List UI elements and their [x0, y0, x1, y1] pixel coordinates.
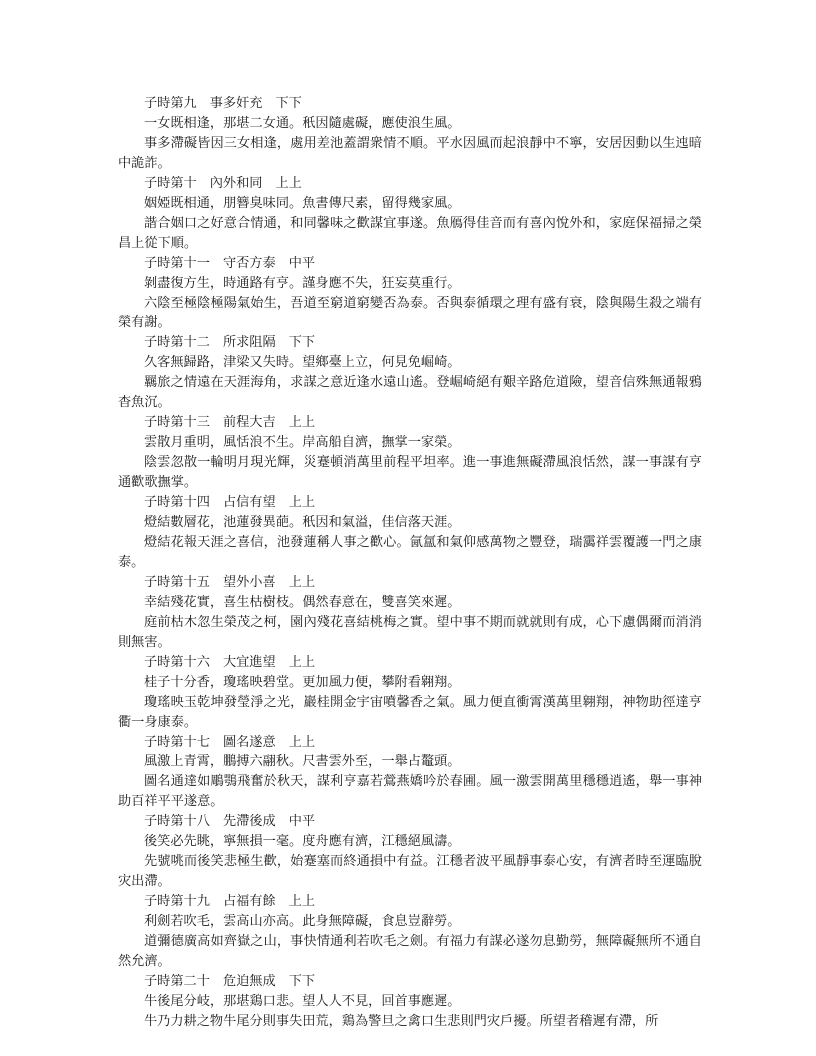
document-page	[118, 94, 702, 1032]
entry-rank: 下下	[288, 335, 316, 351]
entry-title: 事多奸充	[209, 96, 263, 111]
entry-title: 占福有餘	[222, 894, 276, 910]
entry-title: 危迫無成	[222, 973, 276, 989]
entry-commentary: 陰雲忽散一輪明月現光輝，災蹇頓消萬里前程平坦率。進一事進無礙滯風浪恬然，謀一事謀有亨通歡歌撫掌。	[118, 455, 702, 491]
entry-heading	[118, 333, 702, 353]
entry-verse: 雲散月重明，風恬浪不生。岸高船自濟，撫掌一家榮。	[144, 435, 461, 451]
entry-number: 子時第十五	[144, 574, 210, 590]
entry-commentary: 圖名通達如鵰鶚飛奮於秋天，謀利亨嘉若鶯燕嬌吟於春圃。風一激雲開萬里穩穩逍遙，舉一事神助百祥平平遂意。	[118, 774, 702, 810]
entry	[118, 493, 702, 573]
entry-heading	[118, 892, 702, 912]
entry-heading	[118, 254, 702, 274]
entry-rank: 上上	[288, 495, 316, 511]
entry-number: 子時第十六	[144, 654, 210, 670]
entry-rank: 下下	[275, 96, 302, 111]
entry-verse: 桂子十分香，瓊瑤映碧堂。更加風力便，攀附看翱翔。	[144, 674, 461, 690]
entry-rank: 上上	[288, 654, 316, 670]
entry-title: 守否方泰	[222, 255, 276, 271]
entry-title: 先滯後成	[222, 814, 276, 830]
entry-verse: 牛後尾分岐，那堪鶏口悲。望人人不見，回首事應遲。	[144, 993, 461, 1009]
entry-commentary: 事多滯礙皆因三女相逢，處用差池蓋謂衆情不順。平水因風而起浪靜中不寧，安居因動以生迍暗中詭詐。	[118, 135, 702, 171]
entry-commentary: 羈旅之情遠在天涯海角，求謀之意近逢水遠山遙。登崛崎絕有艱辛路危道險，望音信殊無通報鴉杳魚沉。	[118, 375, 702, 411]
entry-heading	[118, 174, 702, 194]
entry-number: 子時第十七	[144, 734, 210, 750]
entry-title: 內外和同	[209, 175, 263, 191]
entry-heading	[118, 653, 702, 673]
entry-heading	[118, 493, 702, 513]
entry-number: 子時第十	[144, 175, 197, 191]
entry-rank: 中平	[288, 255, 316, 271]
entry-number: 子時第十一	[144, 255, 210, 271]
entry-commentary: 諧合姻口之好意合情通，和同馨味之歡謀宜事遂。魚鴈得佳音而有喜內悅外和，家庭保福掃之榮昌上從下順。	[118, 215, 702, 251]
entry	[118, 972, 702, 1032]
entry-verse: 利劍若吹毛，雲高山亦高。此身無障礙，食息豈辭勞。	[144, 914, 461, 930]
entry-verse: 久客無歸路，津梁又失時。望鄉臺上立，何見免崛崎。	[144, 355, 461, 371]
entry-verse: 剝盡復方生，時通路有亨。謹身應不失，狂妄莫重行。	[144, 275, 461, 291]
entry-number: 子時第二十	[144, 973, 210, 989]
entry	[118, 94, 702, 174]
entry-title: 前程大吉	[222, 415, 276, 431]
entry-commentary: 牛乃力耕之物牛尾分則事失田荒，鶏為警旦之禽口生悲則門灾戶擾。所望者稽遲有滯，所	[144, 1013, 659, 1029]
entry-rank: 中平	[288, 814, 316, 830]
entry-title: 大宜進望	[222, 654, 276, 670]
entry-rank: 下下	[288, 973, 316, 989]
entry-commentary: 庭前枯木忽生榮茂之柯，園內殘花喜結桃梅之實。望中事不期而就就則有成，心下慮偶爾而消消則無害。	[118, 614, 702, 650]
entry	[118, 812, 702, 892]
entry-rank: 上上	[275, 175, 302, 191]
entry-commentary: 六陰至極陰極陽氣始生，吾道至窮道窮變否為泰。否與泰循環之理有盛有衰，陰與陽生殺之端有榮有謝。	[118, 295, 702, 331]
entry-commentary: 瓊瑤映玉乾坤發瑩淨之光，巖桂開金宇宙噴馨香之氣。風力便直衝霄漢萬里翱翔，神物助徑達亨衢一身康泰。	[118, 694, 702, 730]
entry-number: 子時第十二	[144, 335, 210, 351]
entry-heading	[118, 94, 702, 114]
entry	[118, 333, 702, 413]
entry-number: 子時第十四	[144, 495, 210, 511]
entry-title: 占信有望	[222, 495, 276, 511]
entry-title: 所求阻隔	[222, 335, 276, 351]
entry-verse: 風激上青霄，鵬搏六翮秋。尺書雲外至，一舉占鼇頭。	[144, 754, 461, 770]
entry-title: 圖名遂意	[222, 734, 276, 750]
entry-verse: 幸結殘花實，喜生枯樹枝。偶然春意在，雙喜笑來遲。	[144, 594, 461, 610]
entry-verse: 後笑必先眺，寧無損一毫。度舟應有濟，江穩絕風濤。	[144, 834, 461, 850]
entry-title: 望外小喜	[222, 574, 276, 590]
entry-verse: 一女既相逢，那堪二女通。秖因隨處礙，應使浪生風。	[144, 115, 461, 131]
entry-number: 子時第十三	[144, 415, 210, 431]
entry-rank: 上上	[288, 574, 316, 590]
entry-verse: 姻婭既相通，朋簪臭味同。魚書傳尺素，留得幾家風。	[144, 195, 461, 211]
entry	[118, 892, 702, 972]
entry	[118, 254, 702, 334]
entry-rank: 上上	[288, 415, 316, 431]
entry-commentary: 先號咷而後笑悲極生歡，始蹇塞而終通損中有益。江穩者波平風靜事泰心安，有濟者時至運臨脫灾出滯。	[118, 854, 702, 890]
entry-heading	[118, 812, 702, 832]
entry-rank: 上上	[288, 734, 316, 750]
entry-heading	[118, 733, 702, 753]
entry-commentary: 道彌德廣高如齊嶽之山，事快情通利若吹毛之劍。有福力有謀必遂勿息勤勞，無障礙無所不通自然允濟。	[118, 934, 702, 969]
entry-heading	[118, 413, 702, 433]
entry-verse: 燈結數層花，池蓮發異葩。秖因和氣溢，佳信落天涯。	[144, 515, 461, 531]
entry	[118, 413, 702, 493]
entry-number: 子時第十九	[144, 894, 210, 910]
entry-commentary: 燈結花報天涯之喜信，池發蓮稱人事之歡心。氤氲和氣仰感萬物之豐登，瑞靄祥雲覆護一門之康泰。	[118, 534, 702, 570]
entry-heading	[118, 573, 702, 593]
entry-rank: 上上	[288, 894, 316, 910]
entry-heading	[118, 972, 702, 992]
entry	[118, 653, 702, 733]
entry	[118, 733, 702, 813]
entry	[118, 174, 702, 254]
entry-number: 子時第九	[144, 96, 197, 111]
entry	[118, 573, 702, 653]
entry-number: 子時第十八	[144, 814, 210, 830]
